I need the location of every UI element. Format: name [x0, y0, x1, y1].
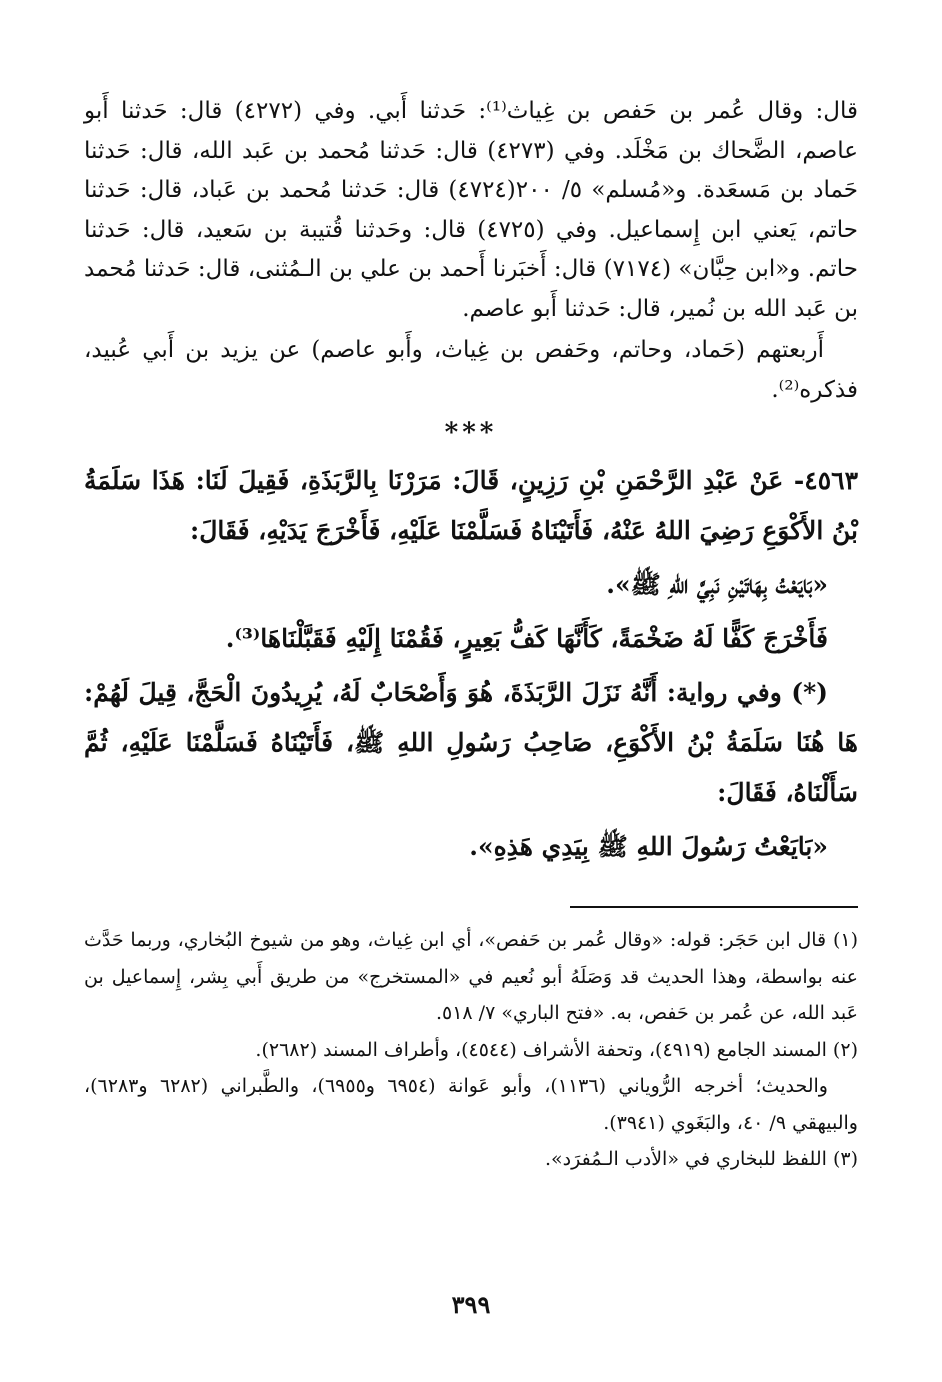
- hadith-variant-quote: «بَايَعْتُ رَسُولَ اللهِ ﷺ بِيَدِي هَذِهِ».: [469, 832, 828, 861]
- footnote-2-continuation: والحديث؛ أخرجه الرُّوياني (١١٣٦)، وأبو عَوانة (٦٩٥٤ و٦٩٥٥)، والطَّبراني (٦٢٨٢ و٦٢٨٣)، والبيهقي ٩/ ٤٠، والبَغَوي (٣٩٤١).: [84, 1075, 858, 1134]
- main-text: [84, 92, 858, 410]
- chain-summary-paragraph: أَربعتهم (حَماد، وحاتم، وحَفص بن غِياث، وأَبو عاصم) عن يزيد بن أَبي عُبيد، فذكره⁽²⁾.: [84, 337, 858, 403]
- footnote-2: (٢) المسند الجامع (٤٩١٩)، وتحفة الأشراف (٤٥٤٤)، وأطراف المسند (٢٦٨٢).: [255, 1038, 858, 1061]
- section-separator: ***: [444, 418, 498, 448]
- footnotes: [84, 922, 858, 1178]
- hadith-continuation: فَأَخْرَجَ كَفًّا لَهُ ضَخْمَةً، كَأَنَّهَا كَفُّ بَعِيرٍ، فَقُمْنَا إِلَيْهِ فَقَبَّلْنَاهَا⁽³⁾.: [225, 624, 828, 653]
- hadith-intro: ٤٥٦٣- عَنْ عَبْدِ الرَّحْمَنِ بْنِ رَزِينٍ، قَالَ: مَرَرْنَا بِالرَّبَذَةِ، فَقِيلَ لَنَا: هَذَا سَلَمَةُ بْنُ الأَكْوَعِ رَضِيَ اللهُ عَنْهُ، فَأَتَيْنَاهُ فَسَلَّمْنَا عَلَيْهِ، فَأَخْرَجَ يَدَيْهِ، فَقَالَ:: [84, 466, 858, 545]
- hadith-variant: (*) وفي رواية: أَنَّهُ نَزَلَ الرَّبَذَةَ، هُوَ وَأَصْحَابٌ لَهُ، يُرِيدُونَ الْحَجَّ، قِيلَ لَهُمْ: هَا هُنَا سَلَمَةُ بْنُ الأَكْوَعِ، صَاحِبُ رَسُولِ اللهِ ﷺ، فَأَتَيْنَاهُ فَسَلَّمْنَا عَلَيْهِ، ثُمَّ سَأَلْنَاهُ، فَقَالَ:: [84, 678, 858, 807]
- footnote-1: (١) قال ابن حَجَر: قوله: «وقال عُمر بن حَفص»، أي ابن غِياث، وهو من شيوخ البُخاري، وربما حَدَّث عنه بواسطة، وهذا الحديث قد وَصَلَهُ أبو نُعيم في «المستخرج» من طريق أَبي بِشر، إِسماعيل بن عَبد الله، عن عُمر بن حَفص، به. «فتح الباري» ٧/ ٥١٨.: [84, 929, 858, 1024]
- hadith-text: [84, 456, 858, 872]
- chain-paragraph: قال: وقال عُمر بن حَفص بن غِياث⁽¹⁾: حَدثنا أَبي. وفي (٤٢٧٢) قال: حَدثنا أَبو عاصم، الضَّحاك بن مَخْلَد. وفي (٤٢٧٣) قال: حَدثنا مُحمد بن عَبد الله، قال: حَدثنا حَماد بن مَسعَدة. و«مُسلم» ٥/ ٢٠٠(٤٧٢٤) قال: حَدثنا مُحمد بن عَباد، قال: حَدثنا حاتم، يَعني ابن إِسماعيل. وفي (٤٧٢٥) قال: وحَدثنا قُتيبة بن سَعيد، قال: حَدثنا حاتم. و«ابن حِبَّان» (٧١٧٤) قال: أَخبَرنا أَحمد بن علي بن الـمُثنى، قال: حَدثنا مُحمد بن عَبد الله بن نُمير، قال: حَدثنا أَبو عاصم.: [84, 98, 859, 322]
- hadith-quote: «بَايَعْتُ بِهَاتَيْنِ نَبِيَّ اللهِ ﷺ».: [606, 570, 828, 599]
- page-number: ٣٩٩: [451, 1290, 491, 1319]
- footnote-divider: [570, 906, 858, 908]
- footnote-3: (٣) اللفظ للبخاري في «الأدب الـمُفرَد».: [544, 1148, 858, 1170]
